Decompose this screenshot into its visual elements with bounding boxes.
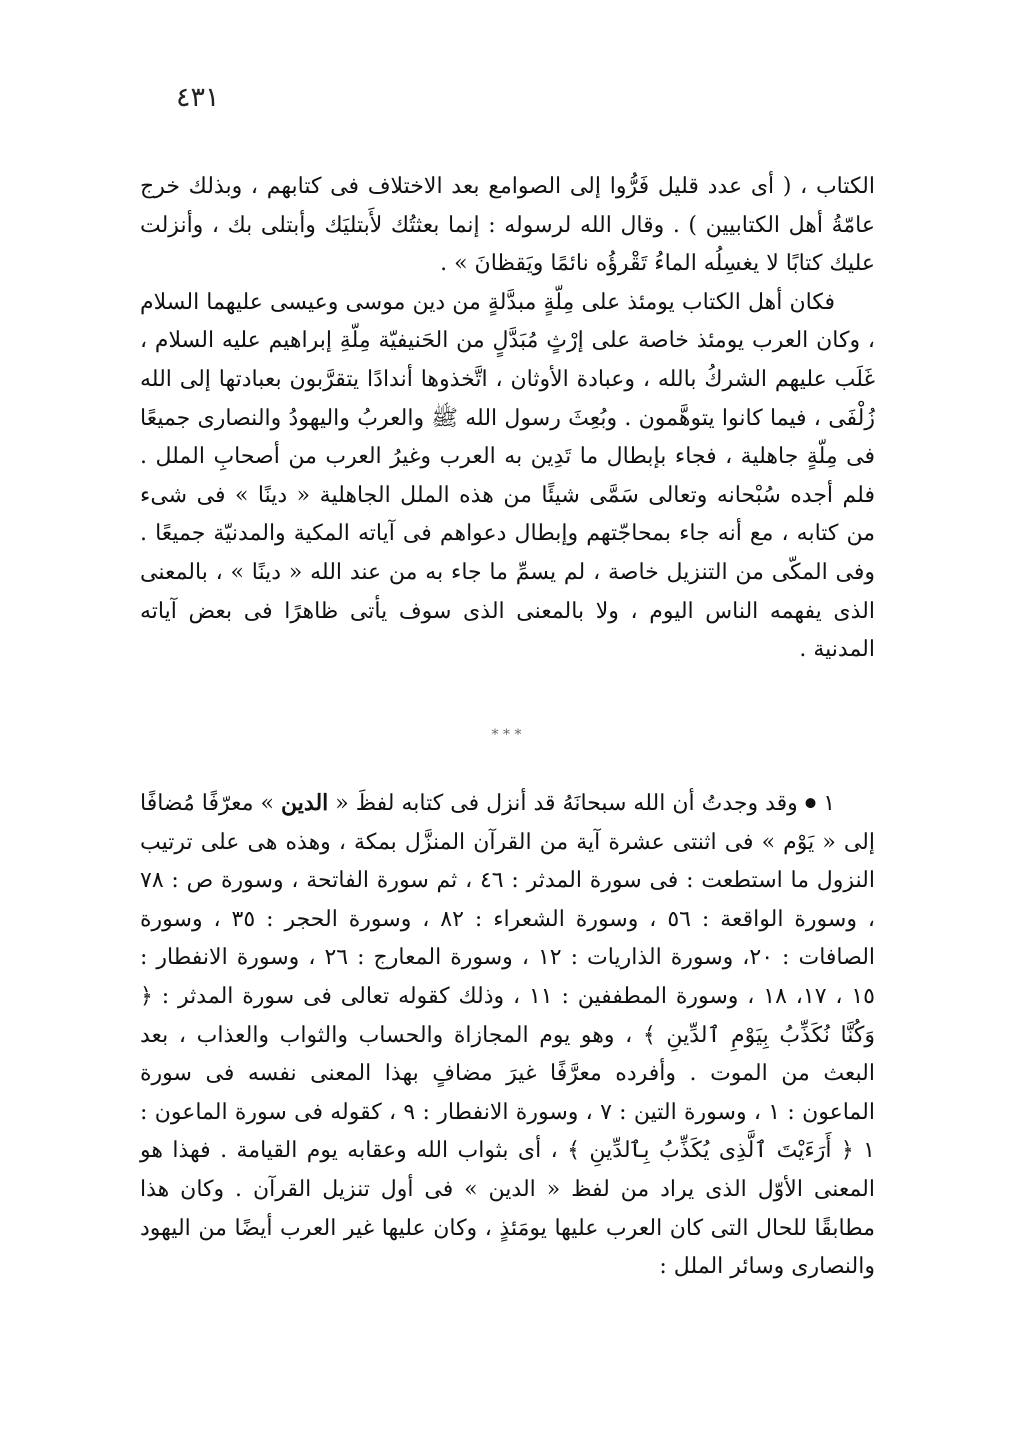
top-text-section [140,168,875,670]
paragraph-intro: وقد وجدتُ أن الله سبحانَهُ قد أنزل فى كتابه لفظَ « [335,791,798,816]
keyword-al-din: الدين [281,790,329,816]
paragraph-ahl-al-kitab: فكان أهل الكتاب يومئذ على مِلّةٍ مبدَّلةٍ من دين موسى وعيسى عليهما السلام ، وكان العرب يومئذ خاصة على إرْثٍ مُبَدَّلٍ من الحَنيفيّة مِلّةِ إبراهيم عليه السلام ، غَلَب عليهم الشركُ بالله ، وعبادة الأوثان ، اتَّخذوها أندادًا يتقرَّبون بعبادتها إلى الله زُلْفَى ، فيما كانوا يتوهَّمون . وبُعِثَ رسول الله ﷺ والعربُ واليهودُ والنصارى جميعًا فى مِلّةٍ جاهلية ، فجاء بإبطال ما تَدِين به العرب وغيرُ العرب من أصحابِ الملل . فلم أجده سُبْحانه وتعالى سَمَّى شيئًا من هذه الملل الجاهلية « دينًا » فى شىء من كتابه ، مع أنه جاء بمحاجّتهم وإبطال دعواهم فى آياته المكية والمدنيّة جميعًا . وفى المكّى من التنزيل خاصة ، لم يسمِّ ما جاء به من عند الله « دينًا » ، بالمعنى الذى يفهمه الناس اليوم ، ولا بالمعنى الذى سوف يأتى ظاهرًا فى بعض آياته المدنية . [140,289,875,663]
paragraph-body: » معرّفًا مُضافًا إلى « يَوْم » فى اثنتى عشرة آية من القرآن المنزَّل بمكة ، وهذه هى على ترتيب النزول ما استطعت : فى سورة المدثر : ٤٦ ، ثم سورة الفاتحة ، وسورة ص : ٧٨ ، وسورة الواقعة : ٥٦ ، وسورة الشعراء : ٨٢ ، وسورة الحجر : ٣٥ ، وسورة الصافات : ٢٠، وسورة الذاريات : ١٢ ، وسورة المعارج : ٢٦ ، وسورة الانفطار : ١٥ ، ١٧، ١٨ ، وسورة المطففين : ١١ ، وذلك كقوله تعالى فى سورة المدثر : ﴿ وَكُنَّا نُكَذِّبُ بِيَوْمِ ٱلدِّينِ ﴾ ، وهو يوم المجازاة والحساب والثواب والعذاب ، بعد البعث من الموت . وأفرده معرَّفًا غيرَ مضافٍ بهذا المعنى نفسه فى سورة الماعون : ١ ، وسورة التين : ٧ ، وسورة الانفطار : ٩ ، كقوله فى سورة الماعون : ١ ﴿ أَرَءَيْتَ ٱلَّذِى يُكَذِّبُ بِٱلدِّينِ ﴾ ، أى بثواب الله وعقابه يوم القيامة . فهذا هو المعنى الأوّل الذى يراد من لفظ « الدين » فى أول تنزيل القرآن . وكان هذا مطابقًا للحال التى كان العرب عليها يومَئذٍ ، وكان عليها غير العرب أيضًا من اليهود والنصارى وسائر الملل : [140,791,876,1280]
bullet-icon: ● [804,795,817,811]
section-separator: * * * [491,727,522,743]
paragraph-continuation: الكتاب ، ( أى عدد قليل فَرُّوا إلى الصوامع بعد الاختلاف فى كتابهم ، وبذلك خرج عامّةُ أهل الكتابيين ) . وقال الله لرسوله : إنما بعثتُك لأَبتليَك وأبتلى بك ، وأنزلت عليك كتابًا لا يغسِلُه الماءُ تَقْرؤُه نائمًا ويَقظانَ » . [140,174,875,277]
paragraph-numbered-1 [140,784,875,1287]
page-number: ٤٣١ [176,82,220,113]
bottom-text-section [140,784,875,1287]
paragraph-number: ١ [823,791,836,816]
